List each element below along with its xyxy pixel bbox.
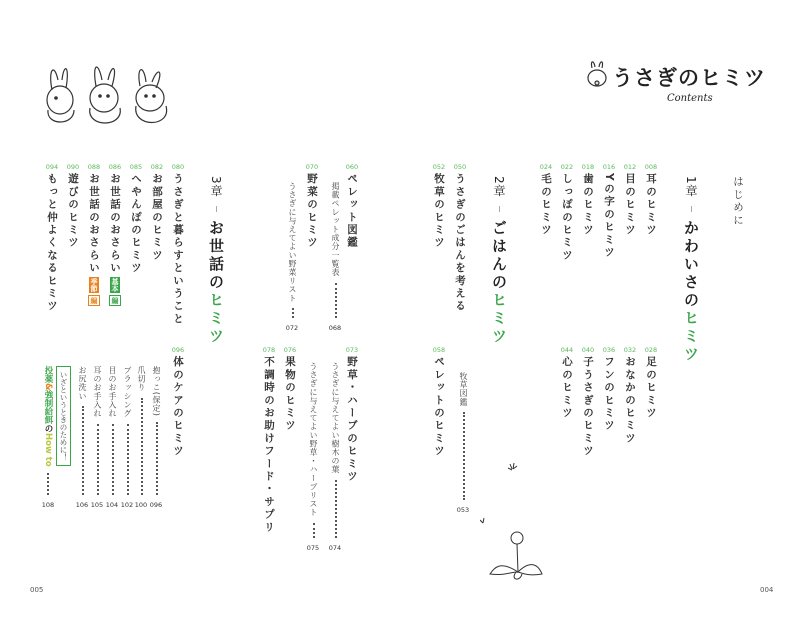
page-number: 075 [306,544,320,552]
toc-item-eyes[interactable] [623,173,638,237]
page-number: 100 [134,501,148,509]
badge-label: 基本 [111,277,119,292]
page-number: 052 [432,163,446,171]
toc-item-heart[interactable] [560,356,575,420]
sub-label: 耳のお手入れ [93,366,102,418]
dotted-leader [313,523,315,538]
page-number: 096 [149,501,163,509]
page-number: 102 [120,501,134,509]
toc-item-y-mouth[interactable] [602,173,617,259]
item-label: 野草・ハーブのヒミツ [346,356,358,483]
toc-item-feet[interactable] [644,356,659,420]
item-label: おなかのヒミツ [624,356,636,445]
toc-sub-veg-list[interactable] [287,182,298,318]
item-label: お世話のおさらい [109,173,121,275]
divider [691,206,692,212]
page-number: 105 [90,501,104,509]
page-number: 068 [328,324,342,332]
toc-item-pellet-guide[interactable] [345,173,360,249]
badge-suffix: 編 [111,296,119,304]
toc-item-hay[interactable] [432,173,447,249]
page-number: 016 [602,163,616,171]
toc-item-tail[interactable] [560,173,575,262]
chapter-number: 3章 [209,176,223,198]
page-number: 022 [560,163,574,171]
toc-item-living[interactable] [171,173,186,325]
sub-label: 目のお手入れ [108,366,117,418]
dotted-leader [82,406,84,495]
toc-sub-ear-care[interactable] [92,366,103,495]
chapter-3-heading[interactable] [206,176,227,346]
page-number: 082 [150,163,164,171]
toc-item-poop[interactable] [602,356,617,432]
toc-sub-hay-guide[interactable] [458,372,469,500]
item-label: 遊びのヒミツ [67,173,79,250]
page-number: 104 [105,501,119,509]
toc-item-teeth[interactable] [581,173,596,237]
dandelion-illustration [480,460,550,585]
page-number: 088 [87,163,101,171]
page-number: 096 [171,346,185,354]
toc-item-food-think[interactable] [453,173,468,313]
dotted-leader [292,308,294,318]
item-label: フンのヒミツ [603,356,615,433]
page-number: 053 [456,506,470,514]
chapter-title: お世話の [207,219,225,292]
howto-label: How to [43,432,53,467]
item-label: 心のヒミツ [561,356,573,420]
howto-part1: 投薬 [43,366,53,383]
item-label: 足のヒミツ [645,356,657,420]
toc-item-fruit[interactable] [283,356,298,432]
chapter-1-heading[interactable] [681,176,702,364]
page-number: 072 [285,324,299,332]
page-number: 024 [539,163,553,171]
item-label: 目のヒミツ [624,173,636,237]
page-number: 080 [171,163,185,171]
page-number: 078 [262,346,276,354]
toc-item-play[interactable] [66,173,81,249]
dotted-leader [335,283,337,318]
toc-item-room[interactable] [150,173,165,262]
toc-sub-eye-care[interactable] [107,366,118,495]
item-label: 耳のヒミツ [645,173,657,237]
sub-label: 牧草図鑑 [459,372,468,407]
divider [216,206,217,212]
item-label: しっぽのヒミツ [561,173,573,262]
emergency-box: いざというときのために！ [56,366,71,466]
page-number: 073 [345,346,359,354]
toc-sub-medication-howto[interactable] [42,366,54,495]
howto-part2: 強制給餌 [43,390,53,425]
item-label: ペレット図鑑 [346,173,358,250]
item-label: ペレットのヒミツ [433,356,445,458]
item-label: 歯のヒミツ [582,173,594,237]
item-label: うさぎと暮らすということ [172,173,184,326]
page-number: 012 [623,163,637,171]
howto-no: の [43,424,53,433]
page-number: 018 [581,163,595,171]
toc-sub-pellet-table[interactable] [330,182,341,318]
toc-item-pellet[interactable] [432,356,447,458]
item-label: 毛のヒミツ [540,173,552,237]
dotted-leader [47,473,49,495]
chapter-title-accent: ヒミツ [207,291,225,346]
toc-item-heyanpo[interactable] [129,173,144,275]
item-label: へやんぽのヒミツ [130,173,142,275]
item-label: 不調時のお助けフード・サプリ [263,356,275,534]
item-label: 子うさぎのヒミツ [582,356,594,458]
howto-amp: & [43,383,53,391]
badge-label: 季節 [90,277,98,292]
toc-sub-holding[interactable] [151,366,162,495]
divider [499,206,500,212]
toc-item-body-care[interactable] [171,356,186,458]
toc-item-wild-herbs[interactable] [345,356,360,483]
sub-label: 爪切り [137,366,146,392]
folio-right: 004 [760,586,774,594]
item-label: お部屋のヒミツ [151,173,163,262]
dotted-leader [141,398,143,495]
toc-item-care-season[interactable] [87,173,102,306]
sub-label: うさぎに与えてよい野菜リスト [288,182,297,303]
dotted-leader [335,480,337,538]
item-label: 野菜のヒミツ [306,173,318,250]
item-label: 牧草のヒミツ [433,173,445,250]
bunny-icon [584,60,610,88]
page-number: 036 [602,346,616,354]
page-subtitle: Contents [667,93,713,104]
page-number: 040 [581,346,595,354]
bunnies-illustration [40,60,180,130]
page-number: 058 [432,346,446,354]
sub-label: お尻洗い [78,366,87,401]
toc-sub-bottom-wash[interactable] [77,366,88,495]
toc-sub-brushing[interactable] [122,366,133,495]
item-label: 果物のヒミツ [284,356,296,433]
toc-sub-herb-list[interactable] [308,362,319,538]
chapter-title: ごはんの [490,219,508,292]
toc-item-care-basic[interactable] [108,173,123,306]
chapter-title: かわいさの [682,219,700,310]
item-label: うさぎのごはんを考える [454,173,466,313]
toc-sub-nails[interactable] [136,366,147,495]
page-number: 070 [305,163,319,171]
dotted-leader [97,424,99,495]
toc-item-bond[interactable] [45,173,60,313]
page-number: 050 [453,163,467,171]
toc-sub-tree-leaves[interactable] [330,362,341,538]
page-number: 028 [644,346,658,354]
page-number: 086 [108,163,122,171]
item-label: もっと仲よくなるヒミツ [46,173,58,313]
item-label: お世話のおさらい [88,173,100,275]
sub-label: うさぎに与えてよい野草・ハーブリスト [309,362,318,517]
item-label: 体のケアのヒミツ [172,356,184,458]
page-number: 108 [41,501,55,509]
page-number: 008 [644,163,658,171]
chapter-number: 2章 [492,176,506,198]
item-label: Yの字のヒミツ [603,173,615,260]
dotted-leader [127,424,129,495]
chapter-number: 1章 [684,176,698,198]
chapter-title-accent: ヒミツ [682,309,700,364]
intro-link[interactable]: はじめに [732,176,744,227]
dotted-leader [156,422,158,495]
dotted-leader [463,412,465,500]
chapter-title-accent: ヒミツ [490,291,508,346]
page-number: 085 [129,163,143,171]
toc-item-baby[interactable] [581,356,596,458]
sub-label: うさぎに与えてよい樹木の葉 [331,362,340,474]
page-number: 044 [560,346,574,354]
toc-item-belly[interactable] [623,356,638,445]
page-number: 074 [328,544,342,552]
toc-item-fur[interactable] [539,173,554,237]
sub-label: 掲載ペレット成分一覧表 [331,182,340,277]
badge-suffix: 編 [90,296,98,304]
toc-item-supplements[interactable] [262,356,277,534]
page-number: 090 [66,163,80,171]
page-number: 106 [75,501,89,509]
toc-item-vegetables[interactable] [305,173,320,249]
folio-left: 005 [30,586,44,594]
page-number: 032 [623,346,637,354]
sub-label: 抱っこ(保定) [152,366,161,417]
page-title: うさぎのヒミツ [612,66,766,90]
page-number: 076 [283,346,297,354]
page-number: 060 [345,163,359,171]
chapter-2-heading[interactable] [489,176,510,346]
sub-label: ブラッシング [123,366,132,418]
toc-item-ears[interactable] [644,173,659,237]
page-number: 094 [45,163,59,171]
dotted-leader [112,424,114,495]
